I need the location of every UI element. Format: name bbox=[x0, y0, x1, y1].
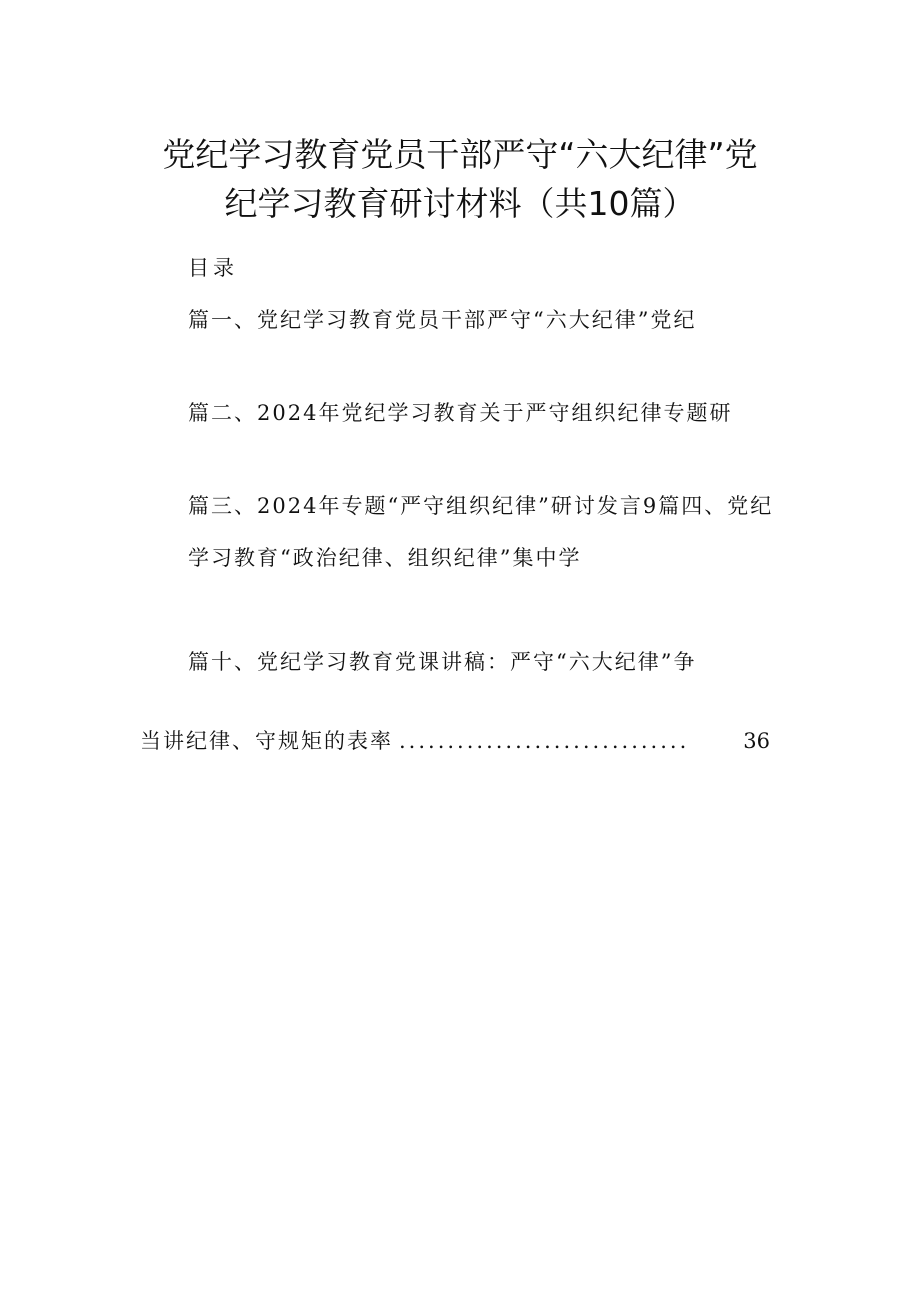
toc-entry-2[interactable]: 篇二、2024年党纪学习教育关于严守组织纪律专题研 bbox=[188, 401, 733, 425]
toc-page-number: 36 bbox=[743, 729, 770, 753]
toc-dot-leader: .............................. bbox=[399, 731, 690, 752]
toc-entry-1[interactable]: 篇一、党纪学习教育党员干部严守“六大纪律”党纪 bbox=[188, 308, 697, 332]
toc-entry-4-line-2[interactable] bbox=[140, 731, 770, 752]
toc-entry-4-text: 当讲纪律、守规矩的表率 bbox=[140, 729, 393, 753]
toc-heading: 目录 bbox=[188, 256, 238, 280]
document-title-line-1: 党纪学习教育党员干部严守“六大纪律”党 bbox=[162, 135, 758, 174]
document-title-line-2: 纪学习教育研讨材料（共10篇） bbox=[224, 184, 696, 223]
toc-entry-4-line-1[interactable]: 篇十、党纪学习教育党课讲稿：严守“六大纪律”争 bbox=[188, 650, 697, 674]
toc-entry-3-line-2[interactable]: 学习教育“政治纪律、组织纪律”集中学 bbox=[188, 546, 582, 570]
toc-entry-3-line-1[interactable]: 篇三、2024年专题“严守组织纪律”研讨发言9篇四、党纪 bbox=[188, 494, 774, 518]
